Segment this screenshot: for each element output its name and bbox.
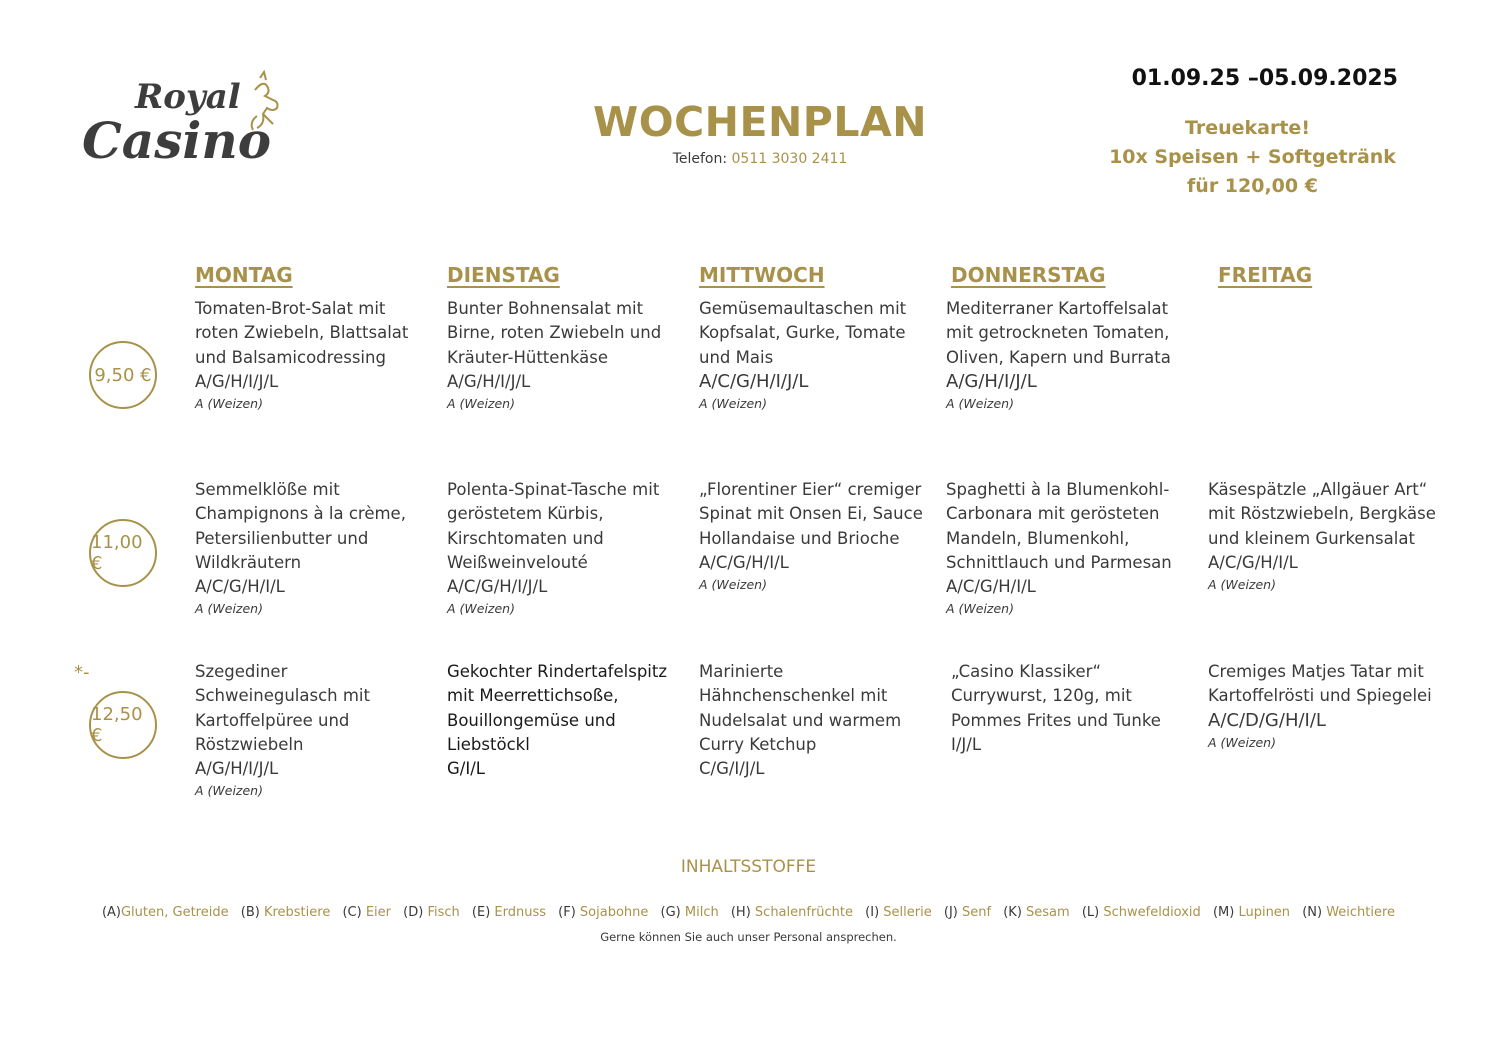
logo-text-casino: Casino — [82, 111, 272, 170]
logo-text-royal: Royal — [135, 77, 241, 117]
price-badge-2: 11,00 € — [89, 519, 157, 587]
menu-item-di-2 — [447, 478, 685, 619]
allergen-note: A (Weizen) — [946, 601, 1014, 617]
legend-code: (D) — [403, 905, 424, 920]
dish-text: Polenta-Spinat-Tasche mit geröstetem Kürbis, Kirschtomaten und Weißweinvelouté — [447, 480, 660, 572]
loyalty-promo — [1095, 114, 1410, 201]
legend-item-i — [865, 905, 932, 920]
dish-text: Cremiges Matjes Tatar mit Kartoffelrösti und Spiegelei — [1208, 662, 1432, 706]
logo-graphic — [80, 70, 300, 170]
menu-item-mo-1 — [195, 297, 433, 414]
allergen-codes: A/C/G/H/I/L — [699, 552, 789, 572]
allergen-codes: A/C/G/H/I/L — [946, 577, 1036, 597]
legend-name: Schwefeldioxid — [1103, 905, 1201, 920]
legend-name: Schalenfrüchte — [754, 905, 854, 920]
legend-name: Sojabohne — [579, 905, 649, 920]
day-header-freitag: FREITAG — [1218, 263, 1313, 287]
price-badge-1: 9,50 € — [89, 341, 157, 409]
legend-code: (B) — [240, 905, 260, 920]
legend-item-l — [1082, 905, 1201, 920]
legend-item-g — [661, 905, 719, 920]
legend-code: (M) — [1212, 905, 1235, 920]
allergen-codes: I/J/L — [951, 734, 982, 754]
legend-name: Senf — [962, 905, 992, 920]
date-range: 01.09.25 –05.09.2025 — [1131, 66, 1398, 91]
allergen-note: A (Weizen) — [1208, 577, 1276, 593]
allergen-codes: A/C/G/H/I/L — [195, 577, 285, 597]
dish-text: Semmelklöße mit Champignons à la crème, Petersilienbutter und Wildkräutern — [195, 480, 406, 572]
allergen-codes: A/G/H/I/J/L — [946, 370, 1037, 392]
legend-item-e — [472, 905, 546, 920]
footer-note: Gerne können Sie auch unser Personal ansprechen. — [600, 930, 897, 944]
menu-item-mo-3 — [195, 660, 395, 801]
dish-text: Mediterraner Kartoffelsalat mit getrockneten Tomaten, Oliven, Kapern und Burrata — [946, 299, 1171, 367]
legend-item-n — [1302, 905, 1395, 920]
allergen-note: A (Weizen) — [195, 783, 263, 799]
dish-text: Bunter Bohnensalat mit Birne, roten Zwiebeln und Kräuter-Hüttenkäse — [447, 299, 662, 367]
promo-line-3: für 120,00 € — [1187, 175, 1318, 197]
dish-text: Marinierte Hähnchenschenkel mit Nudelsalat und warmem Curry Ketchup — [699, 662, 902, 754]
allergen-codes: G/I/L — [447, 759, 485, 779]
legend-code: (K) — [1003, 905, 1022, 920]
dish-text: Käsespätzle „Allgäuer Art“ mit Röstzwiebeln, Bergkäse und kleinem Gurkensalat — [1208, 480, 1436, 548]
menu-item-mi-1 — [699, 297, 937, 414]
menu-item-do-2 — [946, 478, 1184, 619]
legend-item-c — [342, 905, 391, 920]
day-header-montag: MONTAG — [195, 263, 293, 287]
star-mark: *- — [74, 662, 90, 683]
dish-text: Gekochter Rindertafelspitz mit Meerrettichsoße, Bouillongemüse und Liebstöckl — [447, 662, 668, 754]
legend-name: Sesam — [1026, 905, 1070, 920]
legend-item-a — [102, 905, 229, 920]
legend-code: (H) — [730, 905, 751, 920]
allergen-codes: A/G/H/I/J/L — [447, 371, 531, 391]
legend-code: (F) — [558, 905, 576, 920]
legend-item-f — [558, 905, 648, 920]
legend-code: (L) — [1081, 905, 1100, 920]
legend-code: (N) — [1302, 905, 1323, 920]
dish-text: „Casino Klassiker“ Currywurst, 120g, mit Pommes Frites und Tunke — [951, 662, 1161, 730]
promo-line-2: 10x Speisen + Softgetränk — [1109, 146, 1396, 168]
allergen-note: A (Weizen) — [447, 601, 515, 617]
legend-name: Weichtiere — [1326, 905, 1396, 920]
royal-casino-logo — [80, 70, 300, 170]
menu-item-fr-3 — [1208, 660, 1448, 753]
phone-line — [560, 151, 960, 167]
legend-code: (J) — [943, 905, 958, 920]
promo-line-1: Treuekarte! — [1184, 117, 1310, 139]
allergen-codes: C/G/I/J/L — [699, 759, 765, 779]
legend-name: Gluten, Getreide — [120, 905, 229, 920]
day-header-dienstag: DIENSTAG — [447, 263, 560, 287]
allergen-codes: A/G/H/I/J/L — [195, 371, 279, 391]
allergen-note: A (Weizen) — [699, 396, 767, 412]
menu-item-mi-2 — [699, 478, 937, 595]
allergen-codes: A/G/H/I/J/L — [195, 759, 279, 779]
allergen-note: A (Weizen) — [699, 577, 767, 593]
menu-item-di-3 — [447, 660, 685, 781]
legend-item-h — [731, 905, 853, 920]
menu-item-mi-3 — [699, 660, 919, 781]
allergen-codes: A/C/G/H/I/L — [1208, 552, 1298, 572]
legend-code: (A) — [101, 905, 121, 920]
allergen-note: A (Weizen) — [1208, 734, 1276, 750]
allergen-note: A (Weizen) — [195, 396, 263, 412]
legend-name: Fisch — [427, 905, 460, 920]
legend-item-j — [944, 905, 991, 920]
day-header-mittwoch: MITTWOCH — [699, 263, 825, 287]
legend-name: Erdnuss — [494, 905, 547, 920]
legend-code: (E) — [471, 905, 491, 920]
legend-code: (G) — [660, 905, 681, 920]
legend-item-b — [241, 905, 331, 920]
allergen-codes: A/C/G/H/I/J/L — [447, 577, 548, 597]
menu-item-do-1 — [946, 297, 1184, 414]
legend-name: Eier — [365, 905, 392, 920]
menu-item-do-3 — [951, 660, 1181, 757]
menu-item-fr-2 — [1208, 478, 1448, 595]
page-title: WOCHENPLAN — [592, 98, 928, 146]
legend-name: Krebstiere — [263, 905, 331, 920]
menu-item-di-1 — [447, 297, 685, 414]
allergen-codes: A/C/G/H/I/J/L — [699, 370, 809, 392]
legend-item-k — [1003, 905, 1069, 920]
legend-name: Lupinen — [1238, 905, 1291, 920]
dish-text: Szegediner Schweinegulasch mit Kartoffelpüree und Röstzwiebeln — [195, 662, 370, 754]
price-badge-3: 12,50 € — [89, 691, 157, 759]
phone-number[interactable]: 0511 3030 2411 — [731, 151, 848, 167]
menu-item-mo-2 — [195, 478, 433, 619]
legend-item-m — [1213, 905, 1290, 920]
allergen-codes: A/C/D/G/H/I/L — [1208, 709, 1326, 731]
legend-heading: INHALTSSTOFFE — [680, 857, 817, 877]
legend-item-d — [403, 905, 460, 920]
legend-code: (I) — [865, 905, 880, 920]
legend-code: (C) — [342, 905, 362, 920]
allergen-note: A (Weizen) — [195, 601, 263, 617]
dish-text: Gemüsemaultaschen mit Kopfsalat, Gurke, Tomate und Mais — [699, 299, 907, 367]
allergen-note: A (Weizen) — [447, 396, 515, 412]
allergen-note: A (Weizen) — [946, 396, 1014, 412]
day-header-donnerstag: DONNERSTAG — [951, 263, 1106, 287]
dish-text: Tomaten-Brot-Salat mit roten Zwiebeln, Blattsalat und Balsamicodressing — [195, 299, 409, 367]
dish-text: „Florentiner Eier“ cremiger Spinat mit Onsen Ei, Sauce Hollandaise und Brioche — [699, 480, 923, 548]
dish-text: Spaghetti à la Blumenkohl-Carbonara mit gerösteten Mandeln, Blumenkohl, Schnittlauch und Parmesan — [946, 480, 1172, 572]
phone-label: Telefon: — [672, 151, 728, 167]
legend-name: Sellerie — [883, 905, 932, 920]
allergen-legend — [0, 905, 1497, 920]
legend-name: Milch — [684, 905, 719, 920]
